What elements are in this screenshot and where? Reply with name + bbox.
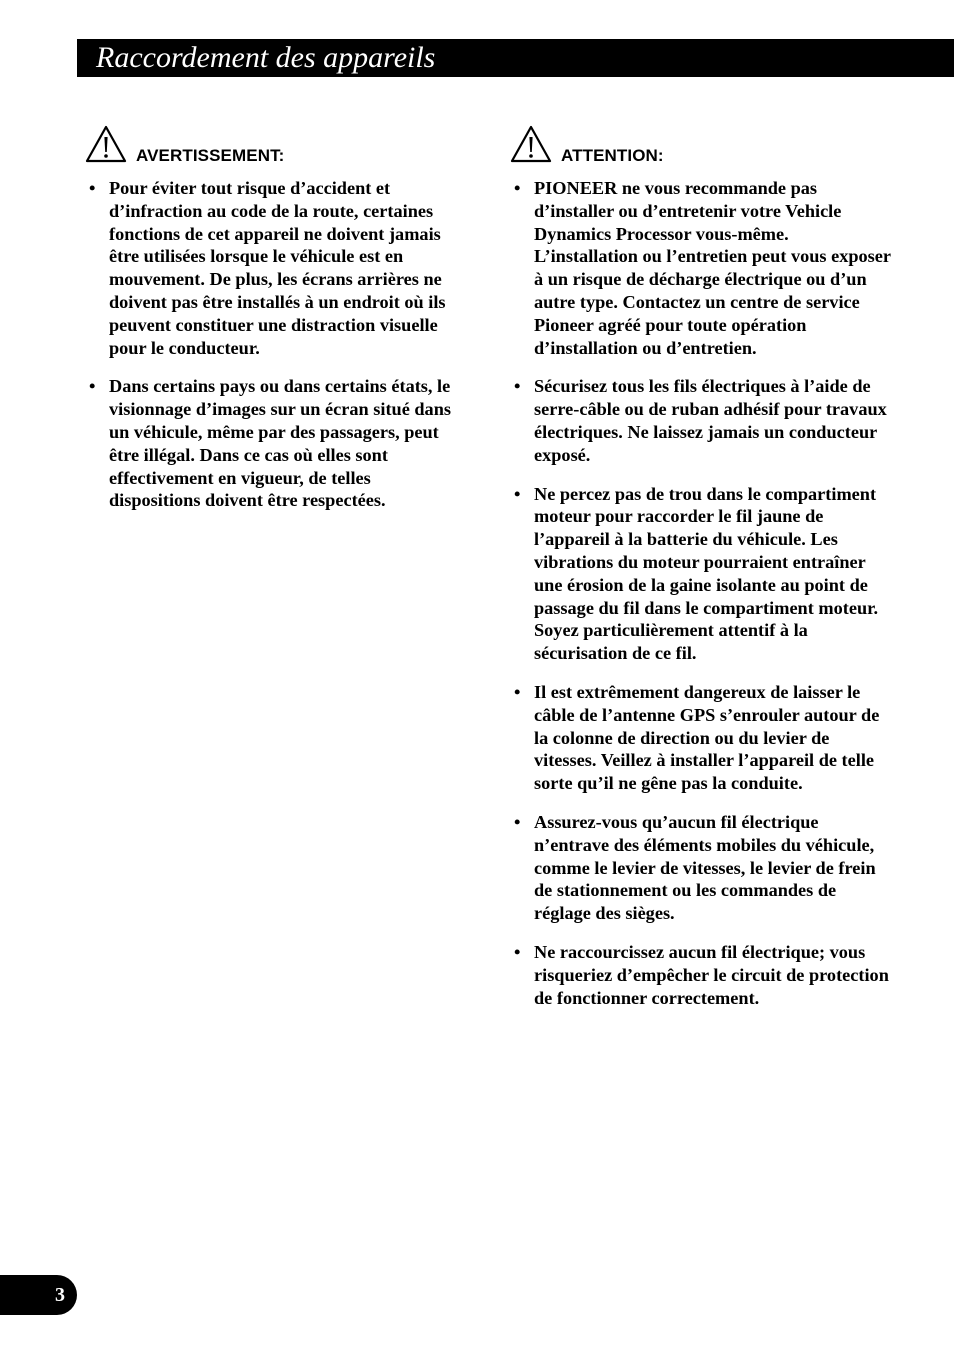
header-bar bbox=[77, 39, 954, 77]
caution-heading bbox=[510, 125, 892, 169]
list-item: • Assurez-vous qu’aucun fil électrique n’entrave des éléments mobiles du véhicule, comme le levier de vitesses, le levier de frein de stationnement ou les commandes de réglage des sièges. bbox=[514, 811, 876, 924]
warning-triangle-icon bbox=[85, 125, 127, 163]
list-item-text: Dans certains pays ou dans certains états, le visionnage d’images sur un écran situé dans un véhicule, même par des passagers, peut être illégal. Dans ce cas où elles sont effectivement en vigueur, de telles dispositions doivent être respectées. bbox=[109, 376, 451, 511]
warning-heading bbox=[85, 125, 457, 169]
list-item-text: PIONEER ne vous recommande pas d’installer ou d’entretenir votre Vehicle Dynamics Processor vous-même. L’installation ou l’entretien peut vous exposer à un risque de décharge électrique ou d’un autre type. Contactez un centre de service Pioneer agréé pour toute opération d’installation ou d’entretien. bbox=[534, 178, 891, 358]
warning-column bbox=[85, 125, 457, 528]
list-item: • Sécurisez tous les fils électriques à l’aide de serre-câble ou de ruban adhésif pour travaux électriques. Ne laissez jamais un conducteur exposé. bbox=[514, 376, 887, 465]
warning-label: AVERTISSEMENT: bbox=[136, 146, 285, 165]
page-number: 3 bbox=[55, 1284, 65, 1306]
list-item: • Il est extrêmement dangereux de laisser le câble de l’antenne GPS s’enrouler autour de la colonne de direction ou du levier de vitesses. Veillez à installer l’appareil de telle sorte qu’il ne gêne pas la conduite. bbox=[514, 681, 880, 794]
list-item-text: Sécurisez tous les fils électriques à l’aide de serre-câble ou de ruban adhésif pour travaux électriques. Ne laissez jamais un conducteur exposé. bbox=[534, 376, 887, 465]
list-item: • PIONEER ne vous recommande pas d’installer ou d’entretenir votre Vehicle Dynamics Processor vous-même. L’installation ou l’entretien peut vous exposer à un risque de décharge électrique ou d’un autre type. Contactez un centre de service Pioneer agréé pour toute opération d’installation ou d’entretien. bbox=[514, 178, 891, 358]
list-item-text: Il est extrêmement dangereux de laisser le câble de l’antenne GPS s’enrouler autour de la colonne de direction ou du levier de vitesses. Veillez à installer l’appareil de telle sorte qu’il ne gêne pas la conduite. bbox=[534, 681, 880, 794]
list-item: • Pour éviter tout risque d’accident et d’infraction au code de la route, certaines fonctions de cet appareil ne doivent jamais être utilisées lorsque le véhicule est en mouvement. De plus, les écrans arrières ne doivent pas être installés à un endroit où ils peuvent constituer une distraction visuelle pour le conducteur. bbox=[89, 178, 446, 358]
page-title: Raccordement des appareils bbox=[96, 41, 436, 74]
caution-column bbox=[510, 125, 892, 1025]
caution-list bbox=[510, 177, 892, 1009]
caution-label: ATTENTION: bbox=[561, 146, 664, 165]
warning-list bbox=[85, 177, 457, 512]
warning-triangle-icon bbox=[510, 125, 552, 163]
list-item-text: Ne percez pas de trou dans le compartiment moteur pour raccorder le fil jaune de l’appareil à la batterie du véhicule. Les vibrations du moteur pourraient entraîner une érosion de la gaine isolante au point de passage du fil dans le compartiment moteur. Soyez particulièrement attentif à la sécurisation de ce fil. bbox=[534, 483, 879, 664]
list-item: • Ne raccourcissez aucun fil électrique; vous risqueriez d’empêcher le circuit de protection de fonctionner correctement. bbox=[514, 941, 889, 1008]
page-number-tab bbox=[0, 1275, 77, 1315]
list-item: • Ne percez pas de trou dans le compartiment moteur pour raccorder le fil jaune de l’appareil à la batterie du véhicule. Les vibrations du moteur pourraient entraîner une érosion de la gaine isolante au point de passage du fil dans le compartiment moteur. Soyez particulièrement attentif à la sécurisation de ce fil. bbox=[514, 483, 879, 664]
list-item-text: Ne raccourcissez aucun fil électrique; vous risqueriez d’empêcher le circuit de protection de fonctionner correctement. bbox=[534, 941, 889, 1008]
list-item-text: Pour éviter tout risque d’accident et d’infraction au code de la route, certaines fonctions de cet appareil ne doivent jamais être utilisées lorsque le véhicule est en mouvement. De plus, les écrans arrières ne doivent pas être installés à un endroit où ils peuvent constituer une distraction visuelle pour le conducteur. bbox=[109, 178, 446, 358]
list-item: • Dans certains pays ou dans certains états, le visionnage d’images sur un écran situé dans un véhicule, même par des passagers, peut être illégal. Dans ce cas où elles sont effectivement en vigueur, de telles dispositions doivent être respectées. bbox=[89, 376, 451, 511]
list-item-text: Assurez-vous qu’aucun fil électrique n’entrave des éléments mobiles du véhicule, comme le levier de vitesses, le levier de frein de stationnement ou les commandes de réglage des sièges. bbox=[534, 811, 876, 924]
